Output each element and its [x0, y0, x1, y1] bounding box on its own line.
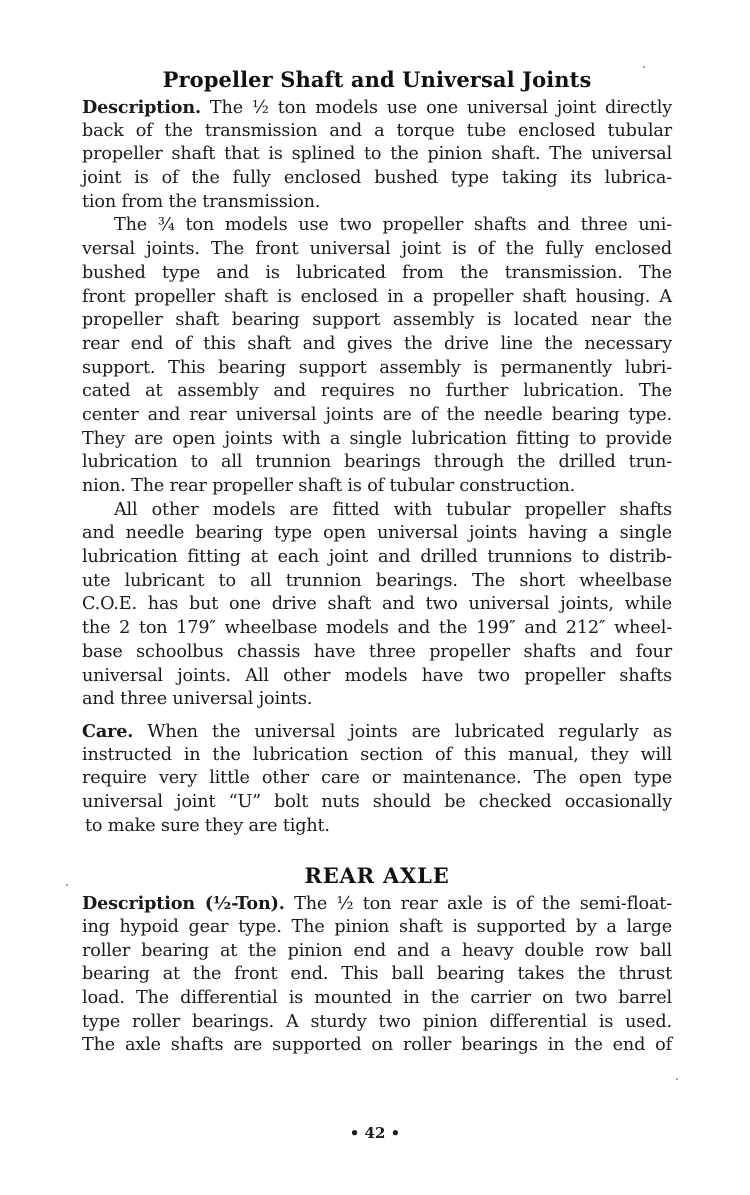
run-in-heading-description-half-ton: Description (½-Ton). — [82, 893, 285, 915]
text-line: tion from the transmission. — [82, 191, 321, 212]
text-line: and three universal joints. — [82, 689, 313, 710]
text-line: versal joints. The front universal joint is of the fully enclosed — [82, 239, 672, 260]
text-line: the 2 ton 179″ wheelbase models and the 199″ and 212″ wheel- — [82, 618, 672, 639]
text-line: type roller bearings. A sturdy two pinion differential is used. — [82, 1011, 672, 1032]
text-line: propeller shaft bearing support assembly is located near the — [82, 310, 672, 331]
paragraph-three-quarter-ton — [82, 214, 672, 498]
run-in-heading-description: Description. — [82, 97, 201, 118]
run-in-heading-care: Care. — [82, 720, 134, 742]
text-line: ing hypoid gear type. The pinion shaft is supported by a large — [82, 917, 672, 937]
text-line: They are open joints with a single lubrication fitting to provide — [82, 428, 672, 449]
text-line: lubrication fitting at each joint and drilled trunnions to distrib- — [82, 547, 672, 568]
text-line: base schoolbus chassis have three propeller shafts and four — [82, 641, 672, 662]
section-title-propeller-shaft: Propeller Shaft and Universal Joints — [162, 67, 592, 92]
text-line: and needle bearing type open universal joints having a single — [82, 523, 672, 544]
paragraph-care — [82, 720, 672, 838]
text-line: support. This bearing support assembly is permanently lubri- — [82, 357, 672, 378]
paragraph-propeller-description — [82, 96, 672, 214]
text-line: center and rear universal joints are of the needle bearing type. — [82, 404, 672, 425]
text-line: ute lubricant to all trunnion bearings. The short wheelbase — [82, 570, 672, 591]
text-line: The axle shafts are supported on roller bearings in the end of — [82, 1035, 672, 1056]
text-line: Care. When the universal joints are lubricated regularly as — [82, 720, 672, 742]
text-line: cated at assembly and requires no further lubrication. The — [82, 381, 672, 402]
text-line: back of the transmission and a torque tube enclosed tubular — [82, 120, 672, 141]
paragraph-other-models — [82, 499, 672, 712]
text-line: C.O.E. has but one drive shaft and two universal joints, while — [82, 594, 672, 615]
page-number: • 42 • — [349, 1124, 401, 1142]
text-line: Description (½-Ton). The ½ ton rear axle is of the semi-float- — [82, 893, 673, 915]
text-line: propeller shaft that is splined to the pinion shaft. The universal — [82, 144, 672, 165]
text-line: universal joints. All other models have two propeller shafts — [82, 665, 672, 686]
text-line: to make sure they are tight. — [85, 815, 330, 836]
scan-speck — [66, 884, 68, 886]
text-line: joint is of the fully enclosed bushed type taking its lubrica- — [82, 168, 672, 189]
text-line: universal joint “U” bolt nuts should be checked occasionally — [82, 791, 672, 812]
text-line: The ¾ ton models use two propeller shafts and three uni- — [114, 215, 672, 236]
text-line: All other models are fitted with tubular propeller shafts — [114, 499, 672, 520]
text-line: bushed type and is lubricated from the transmission. The — [82, 262, 672, 283]
text-line: front propeller shaft is enclosed in a propeller shaft housing. A — [82, 286, 672, 307]
text-line: require very little other care or maintenance. The open type — [82, 768, 672, 789]
document-page — [82, 66, 672, 1058]
text-line: load. The differential is mounted in the carrier on two barrel — [82, 988, 672, 1009]
paragraph-rear-axle-description — [82, 892, 672, 1058]
text-line: bearing at the front end. This ball bearing takes the thrust — [82, 964, 672, 985]
text-line: Description. The ½ ton models use one universal joint directly — [82, 97, 672, 118]
section-title-rear-axle: REAR AXLE — [304, 863, 450, 889]
scan-speck — [676, 1078, 678, 1080]
text-line: nion. The rear propeller shaft is of tubular construction. — [82, 476, 576, 496]
text-line: lubrication to all trunnion bearings through the drilled trun- — [82, 452, 672, 473]
text-line: rear end of this shaft and gives the drive line the necessary — [82, 333, 672, 354]
scan-speck — [643, 66, 645, 68]
text-line: instructed in the lubrication section of this manual, they will — [82, 744, 672, 765]
text-line: roller bearing at the pinion end and a heavy double row ball — [82, 940, 672, 961]
